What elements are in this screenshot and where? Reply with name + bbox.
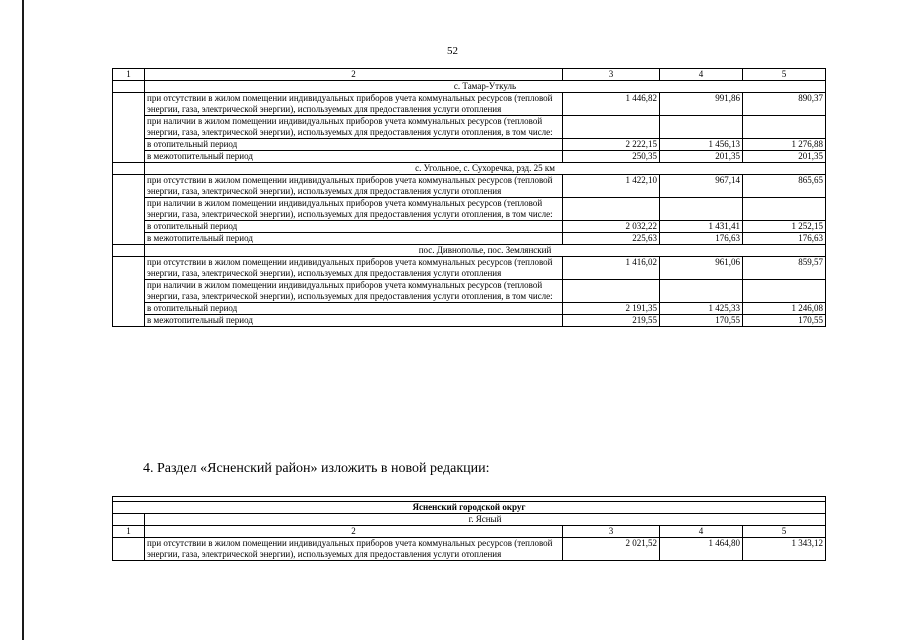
value-col4: 991,86 bbox=[660, 93, 743, 116]
col-header-1: 1 bbox=[113, 526, 145, 538]
section-title: с. Тамар-Уткуль bbox=[145, 81, 826, 93]
row-label: в отопительный период bbox=[145, 303, 563, 315]
section-title: пос. Дивнополье, пос. Землянский bbox=[145, 245, 826, 257]
value-col4: 967,14 bbox=[660, 175, 743, 198]
table-row bbox=[113, 139, 826, 151]
column-number-row bbox=[113, 526, 826, 538]
table-row bbox=[113, 116, 826, 139]
table-row bbox=[113, 538, 826, 561]
table-row bbox=[113, 198, 826, 221]
value-col3: 250,35 bbox=[563, 151, 660, 163]
col-header-1: 1 bbox=[113, 69, 145, 81]
value-col3: 1 416,02 bbox=[563, 257, 660, 280]
row-label: при отсутствии в жилом помещении индивидуальных приборов учета коммунальных ресурсов (тепловой энергии, газа, электрической энергии), используемых для предоставления услуги отопления bbox=[145, 93, 563, 116]
table-row bbox=[113, 315, 826, 327]
value-col5: 865,65 bbox=[743, 175, 826, 198]
table-row bbox=[113, 233, 826, 245]
table-row bbox=[113, 257, 826, 280]
value-col3: 225,63 bbox=[563, 233, 660, 245]
value-col5: 1 276,88 bbox=[743, 139, 826, 151]
value-col5: 1 252,15 bbox=[743, 221, 826, 233]
col-header-5: 5 bbox=[743, 69, 826, 81]
value-col5: 859,57 bbox=[743, 257, 826, 280]
value-col4: 170,55 bbox=[660, 315, 743, 327]
col-header-3: 3 bbox=[563, 526, 660, 538]
page-edge-line bbox=[22, 0, 24, 640]
value-col5: 201,35 bbox=[743, 151, 826, 163]
table-row bbox=[113, 280, 826, 303]
section-title-row bbox=[113, 163, 826, 175]
value-col3: 2 032,22 bbox=[563, 221, 660, 233]
district-title: Ясненский городской округ bbox=[113, 502, 826, 514]
table-row bbox=[113, 93, 826, 116]
value-col4: 1 431,41 bbox=[660, 221, 743, 233]
value-col5: 176,63 bbox=[743, 233, 826, 245]
row-label: при наличии в жилом помещении индивидуальных приборов учета коммунальных ресурсов (тепловой энергии, газа, электрической энергии), используемых для предоставления услуги отопления, в том числе: bbox=[145, 280, 563, 303]
row-label: при отсутствии в жилом помещении индивидуальных приборов учета коммунальных ресурсов (тепловой энергии, газа, электрической энергии), используемых для предоставления услуги отопления bbox=[145, 257, 563, 280]
tariff-table-continued bbox=[112, 68, 826, 327]
value-col5: 1 246,08 bbox=[743, 303, 826, 315]
value-col5: 170,55 bbox=[743, 315, 826, 327]
col-header-5: 5 bbox=[743, 526, 826, 538]
value-col4: 1 456,13 bbox=[660, 139, 743, 151]
town-title: г. Ясный bbox=[145, 514, 826, 526]
value-col5: 1 343,12 bbox=[743, 538, 826, 561]
table-row bbox=[113, 303, 826, 315]
col-header-2: 2 bbox=[145, 526, 563, 538]
value-col5: 890,37 bbox=[743, 93, 826, 116]
row-label: в отопительный период bbox=[145, 139, 563, 151]
value-col3: 219,55 bbox=[563, 315, 660, 327]
value-col3: 2 021,52 bbox=[563, 538, 660, 561]
col-header-4: 4 bbox=[660, 526, 743, 538]
column-number-row bbox=[113, 69, 826, 81]
row-label: при наличии в жилом помещении индивидуальных приборов учета коммунальных ресурсов (тепловой энергии, газа, электрической энергии), используемых для предоставления услуги отопления, в том числе: bbox=[145, 116, 563, 139]
row-label: при наличии в жилом помещении индивидуальных приборов учета коммунальных ресурсов (тепловой энергии, газа, электрической энергии), используемых для предоставления услуги отопления, в том числе: bbox=[145, 198, 563, 221]
row-label: в межотопительный период bbox=[145, 315, 563, 327]
col-header-3: 3 bbox=[563, 69, 660, 81]
col-header-4: 4 bbox=[660, 69, 743, 81]
table-row bbox=[113, 175, 826, 198]
row-label: при отсутствии в жилом помещении индивидуальных приборов учета коммунальных ресурсов (тепловой энергии, газа, электрической энергии), используемых для предоставления услуги отопления bbox=[145, 175, 563, 198]
tariff-table-yasnensky bbox=[112, 496, 826, 561]
value-col4: 176,63 bbox=[660, 233, 743, 245]
table-row bbox=[113, 151, 826, 163]
section-title-row bbox=[113, 81, 826, 93]
value-col4: 1 425,33 bbox=[660, 303, 743, 315]
row-label: при отсутствии в жилом помещении индивидуальных приборов учета коммунальных ресурсов (тепловой энергии, газа, электрической энергии), используемых для предоставления услуги отопления bbox=[145, 538, 563, 561]
value-col4: 961,06 bbox=[660, 257, 743, 280]
value-col3: 2 191,35 bbox=[563, 303, 660, 315]
col-header-2: 2 bbox=[145, 69, 563, 81]
section-heading: 4. Раздел «Ясненский район» изложить в новой редакции: bbox=[143, 461, 490, 476]
row-label: в межотопительный период bbox=[145, 233, 563, 245]
row-label: в отопительный период bbox=[145, 221, 563, 233]
table-row bbox=[113, 221, 826, 233]
value-col3: 2 222,15 bbox=[563, 139, 660, 151]
value-col4: 201,35 bbox=[660, 151, 743, 163]
row-label: в межотопительный период bbox=[145, 151, 563, 163]
value-col3: 1 422,10 bbox=[563, 175, 660, 198]
district-title-row bbox=[113, 502, 826, 514]
page-number: 52 bbox=[447, 45, 458, 57]
town-title-row bbox=[113, 514, 826, 526]
value-col4: 1 464,80 bbox=[660, 538, 743, 561]
section-title: с. Угольное, с. Сухоречка, рзд. 25 км bbox=[145, 163, 826, 175]
value-col3: 1 446,82 bbox=[563, 93, 660, 116]
section-title-row bbox=[113, 245, 826, 257]
